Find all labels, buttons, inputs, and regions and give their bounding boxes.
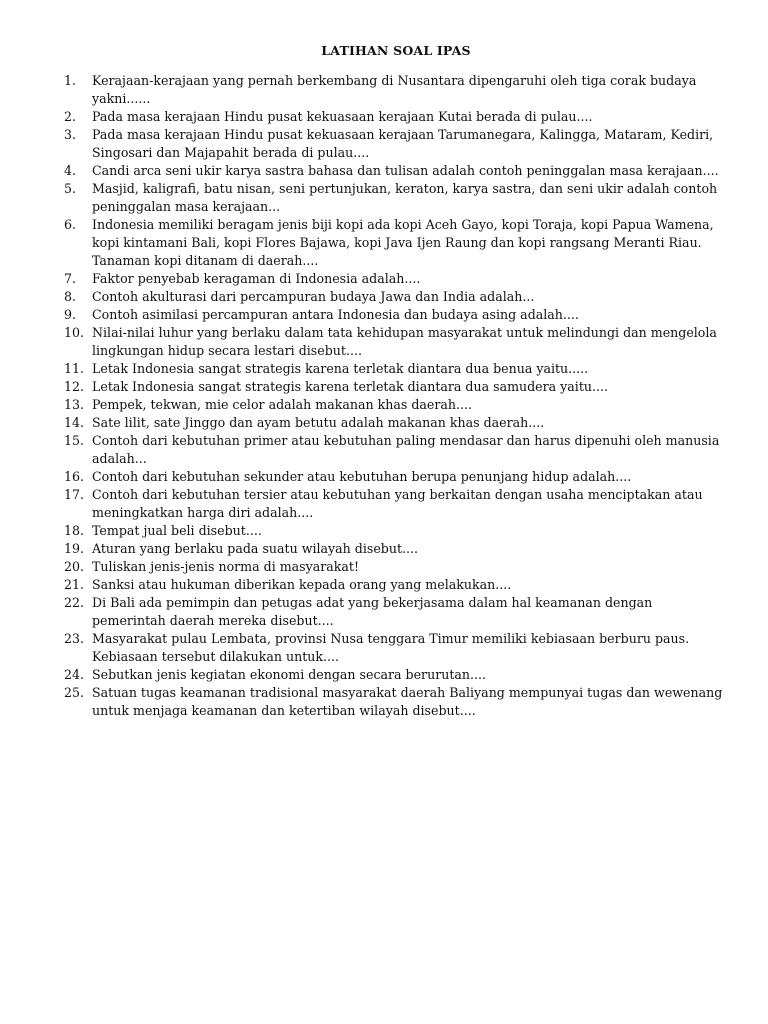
question-text: Contoh dari kebutuhan tersier atau kebutuhan yang berkaitan dengan usaha menciptakan atau meningkatkan harga diri adalah.... <box>92 487 703 520</box>
question-text: Candi arca seni ukir karya sastra bahasa dan tulisan adalah contoh peninggalan masa kerajaan.... <box>92 163 719 178</box>
question-text: Contoh akulturasi dari percampuran budaya Jawa dan India adalah... <box>92 289 535 304</box>
question-item <box>64 630 728 666</box>
question-text: Sanksi atau hukuman diberikan kepada orang yang melakukan.... <box>92 577 512 592</box>
question-number: 6. <box>64 217 77 232</box>
question-text: Pada masa kerajaan Hindu pusat kekuasaan kerajaan Kutai berada di pulau.... <box>92 109 593 124</box>
question-number: 7. <box>64 271 77 286</box>
question-item <box>64 270 728 288</box>
question-item <box>64 576 728 594</box>
question-number: 13. <box>64 397 85 412</box>
question-number: 24. <box>64 667 85 682</box>
question-text: Satuan tugas keamanan tradisional masyarakat daerah Baliyang mempunyai tugas dan wewenang untuk menjaga keamanan dan ketertiban wilayah disebut.... <box>92 685 723 718</box>
question-number: 2. <box>64 109 77 124</box>
question-item <box>64 108 728 126</box>
question-text: Letak Indonesia sangat strategis karena terletak diantara dua benua yaitu..... <box>92 361 589 376</box>
question-text: Masjid, kaligrafi, batu nisan, seni pertunjukan, keraton, karya sastra, dan seni ukir adalah contoh peninggalan masa kerajaan... <box>92 181 718 214</box>
question-text: Contoh dari kebutuhan sekunder atau kebutuhan berupa penunjang hidup adalah.... <box>92 469 632 484</box>
question-item <box>64 180 728 216</box>
question-number: 3. <box>64 127 77 142</box>
question-item <box>64 684 728 720</box>
question-item <box>64 216 728 270</box>
document-title: LATIHAN SOAL IPAS <box>321 43 471 58</box>
question-list <box>64 72 728 720</box>
question-number: 10. <box>64 325 85 340</box>
question-item <box>64 594 728 630</box>
question-text: Pempek, tekwan, mie celor adalah makanan khas daerah.... <box>92 397 473 412</box>
question-item <box>64 288 728 306</box>
question-text: Masyarakat pulau Lembata, provinsi Nusa tenggara Timur memiliki kebiasaan berburu paus. Kebiasaan tersebut dilakukan untuk.... <box>92 631 690 664</box>
question-number: 25. <box>64 685 85 700</box>
question-item <box>64 540 728 558</box>
question-item <box>64 126 728 162</box>
question-text: Kerajaan-kerajaan yang pernah berkembang di Nusantara dipengaruhi oleh tiga corak budaya yakni...... <box>92 73 697 106</box>
question-number: 20. <box>64 559 85 574</box>
question-number: 22. <box>64 595 85 610</box>
question-number: 1. <box>64 73 77 88</box>
question-text: Tempat jual beli disebut.... <box>92 523 262 538</box>
question-text: Indonesia memiliki beragam jenis biji kopi ada kopi Aceh Gayo, kopi Toraja, kopi Papua Wamena, kopi kintamani Bali, kopi Flores Bajawa, kopi Java Ijen Raung dan kopi rangsang Meranti Riau. Tanaman kopi ditanam di daerah.... <box>92 217 714 268</box>
question-number: 15. <box>64 433 85 448</box>
question-text: Letak Indonesia sangat strategis karena terletak diantara dua samudera yaitu.... <box>92 379 609 394</box>
question-number: 23. <box>64 631 85 646</box>
question-text: Di Bali ada pemimpin dan petugas adat yang bekerjasama dalam hal keamanan dengan pemerintah daerah mereka disebut.... <box>92 595 653 628</box>
question-item <box>64 162 728 180</box>
question-number: 19. <box>64 541 85 556</box>
question-text: Sate lilit, sate Jinggo dan ayam betutu adalah makanan khas daerah.... <box>92 415 545 430</box>
question-item <box>64 666 728 684</box>
question-item <box>64 378 728 396</box>
question-text: Sebutkan jenis kegiatan ekonomi dengan secara berurutan.... <box>92 667 487 682</box>
question-number: 8. <box>64 289 77 304</box>
question-text: Faktor penyebab keragaman di Indonesia adalah.... <box>92 271 421 286</box>
question-text: Contoh dari kebutuhan primer atau kebutuhan paling mendasar dan harus dipenuhi oleh manusia adalah... <box>92 433 720 466</box>
question-item <box>64 306 728 324</box>
question-number: 4. <box>64 163 77 178</box>
question-item <box>64 396 728 414</box>
question-item <box>64 522 728 540</box>
question-number: 18. <box>64 523 85 538</box>
question-text: Aturan yang berlaku pada suatu wilayah disebut.... <box>92 541 419 556</box>
question-item <box>64 558 728 576</box>
question-number: 12. <box>64 379 85 394</box>
question-number: 14. <box>64 415 85 430</box>
question-item <box>64 414 728 432</box>
question-text: Tuliskan jenis-jenis norma di masyarakat! <box>92 559 360 574</box>
question-number: 17. <box>64 487 85 502</box>
question-text: Nilai-nilai luhur yang berlaku dalam tata kehidupan masyarakat untuk melindungi dan mengelola lingkungan hidup secara lestari disebut.... <box>92 325 717 358</box>
question-item <box>64 324 728 360</box>
question-item <box>64 468 728 486</box>
question-number: 5. <box>64 181 77 196</box>
question-item <box>64 486 728 522</box>
question-number: 11. <box>64 361 85 376</box>
question-text: Pada masa kerajaan Hindu pusat kekuasaan kerajaan Tarumanegara, Kalingga, Mataram, Kediri, Singosari dan Majapahit berada di pulau.... <box>92 127 714 160</box>
question-item <box>64 72 728 108</box>
question-item <box>64 360 728 378</box>
question-number: 21. <box>64 577 85 592</box>
question-number: 9. <box>64 307 77 322</box>
question-item <box>64 432 728 468</box>
question-text: Contoh asimilasi percampuran antara Indonesia dan budaya asing adalah.... <box>92 307 579 322</box>
question-number: 16. <box>64 469 85 484</box>
